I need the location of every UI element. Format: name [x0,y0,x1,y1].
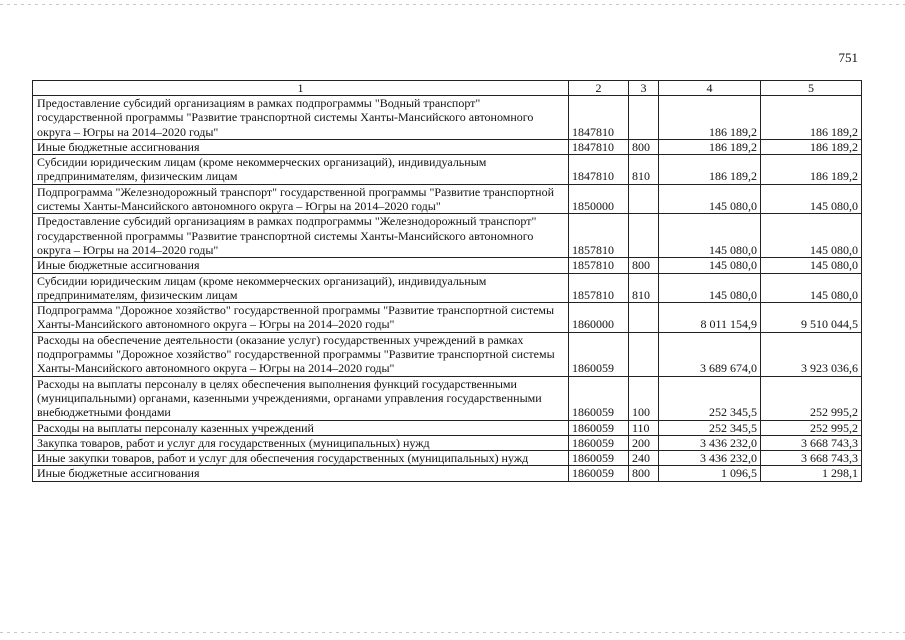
row-code: 1860059 [569,466,629,481]
row-type: 240 [629,451,659,466]
row-sum2: 1 298,1 [761,466,862,481]
row-type [629,332,659,376]
table-row [33,96,862,140]
header-col-sum2: 5 [761,81,862,96]
row-code: 1857810 [569,273,629,303]
row-sum2: 145 080,0 [761,184,862,214]
row-sum2: 186 189,2 [761,155,862,185]
row-sum2: 252 995,2 [761,376,862,420]
row-sum2: 145 080,0 [761,214,862,258]
header-col-sum1: 4 [659,81,761,96]
page-number: 751 [838,50,858,65]
row-sum1: 186 189,2 [659,96,761,140]
row-name: Субсидии юридическим лицам (кроме некоммерческих организаций), индивидуальным предпринимателям, физическим лицам [33,273,569,303]
row-code: 1860059 [569,420,629,435]
header-col-code: 2 [569,81,629,96]
row-type: 110 [629,420,659,435]
row-name: Предоставление субсидий организациям в рамках подпрограммы "Железнодорожный транспорт" государственной программы "Развитие транспортной системы Ханты-Мансийского автономного округа – Югры на 2014–2020 годы" [33,214,569,258]
row-name: Расходы на обеспечение деятельности (оказание услуг) государственных учреждений в рамках подпрограммы "Дорожное хозяйство" государственной программы "Развитие транспортной системы Ханты-Мансийского автономного округа – Югры на 2014–2020 годы" [33,332,569,376]
row-name: Расходы на выплаты персоналу в целях обеспечения выполнения функций государственными (муниципальными) органами, казенными учреждениями, органами управления государственными внебюджетными фондами [33,376,569,420]
row-sum1: 252 345,5 [659,420,761,435]
table-row [33,332,862,376]
row-name: Расходы на выплаты персоналу казенных учреждений [33,420,569,435]
row-code: 1860059 [569,435,629,450]
row-sum1: 145 080,0 [659,184,761,214]
row-sum1: 3 689 674,0 [659,332,761,376]
row-name: Иные закупки товаров, работ и услуг для обеспечения государственных (муниципальных) нужд [33,451,569,466]
row-sum2: 145 080,0 [761,273,862,303]
row-sum2: 186 189,2 [761,96,862,140]
row-code: 1847810 [569,139,629,154]
scan-edge-top [0,4,905,5]
table-row [33,435,862,450]
row-code: 1847810 [569,155,629,185]
row-type: 200 [629,435,659,450]
row-sum1: 145 080,0 [659,258,761,273]
row-sum1: 252 345,5 [659,376,761,420]
table-row [33,466,862,481]
row-code: 1850000 [569,184,629,214]
row-code: 1857810 [569,258,629,273]
row-name: Закупка товаров, работ и услуг для государственных (муниципальных) нужд [33,435,569,450]
table-row [33,258,862,273]
table-body [33,96,862,482]
row-name: Иные бюджетные ассигнования [33,466,569,481]
row-sum1: 3 436 232,0 [659,435,761,450]
table-row [33,376,862,420]
row-sum1: 8 011 154,9 [659,303,761,333]
row-type: 800 [629,466,659,481]
scan-edge-bottom [0,632,905,633]
row-code: 1847810 [569,96,629,140]
row-sum2: 3 668 743,3 [761,435,862,450]
row-type: 800 [629,139,659,154]
row-sum2: 3 923 036,6 [761,332,862,376]
header-col-type: 3 [629,81,659,96]
row-name: Субсидии юридическим лицам (кроме некоммерческих организаций), индивидуальным предпринимателям, физическим лицам [33,155,569,185]
header-col-name: 1 [33,81,569,96]
table-row [33,451,862,466]
table-row [33,155,862,185]
row-type: 800 [629,258,659,273]
row-name: Иные бюджетные ассигнования [33,258,569,273]
row-type: 810 [629,155,659,185]
table-row [33,273,862,303]
budget-table [32,80,862,482]
table-row [33,420,862,435]
row-sum2: 252 995,2 [761,420,862,435]
row-sum1: 186 189,2 [659,155,761,185]
row-name: Подпрограмма "Железнодорожный транспорт" государственной программы "Развитие транспортной системы Ханты-Мансийского автономного округа – Югры на 2014–2020 годы" [33,184,569,214]
row-sum1: 145 080,0 [659,273,761,303]
row-name: Предоставление субсидий организациям в рамках подпрограммы "Водный транспорт" государственной программы "Развитие транспортной системы Ханты-Мансийского автономного округа – Югры на 2014–2020 годы" [33,96,569,140]
table-row [33,139,862,154]
row-code: 1860059 [569,376,629,420]
row-sum1: 3 436 232,0 [659,451,761,466]
row-sum1: 186 189,2 [659,139,761,154]
row-type: 810 [629,273,659,303]
row-name: Иные бюджетные ассигнования [33,139,569,154]
row-code: 1860000 [569,303,629,333]
row-type [629,214,659,258]
row-type [629,96,659,140]
row-sum2: 186 189,2 [761,139,862,154]
table-row [33,184,862,214]
row-code: 1860059 [569,332,629,376]
table-row [33,303,862,333]
row-sum2: 145 080,0 [761,258,862,273]
row-sum2: 9 510 044,5 [761,303,862,333]
row-type [629,303,659,333]
table-row [33,214,862,258]
row-code: 1860059 [569,451,629,466]
row-sum1: 1 096,5 [659,466,761,481]
row-sum1: 145 080,0 [659,214,761,258]
row-code: 1857810 [569,214,629,258]
row-type: 100 [629,376,659,420]
row-sum2: 3 668 743,3 [761,451,862,466]
row-name: Подпрограмма "Дорожное хозяйство" государственной программы "Развитие транспортной системы Ханты-Мансийского автономного округа – Югры на 2014–2020 годы" [33,303,569,333]
row-type [629,184,659,214]
header-row [33,81,862,96]
